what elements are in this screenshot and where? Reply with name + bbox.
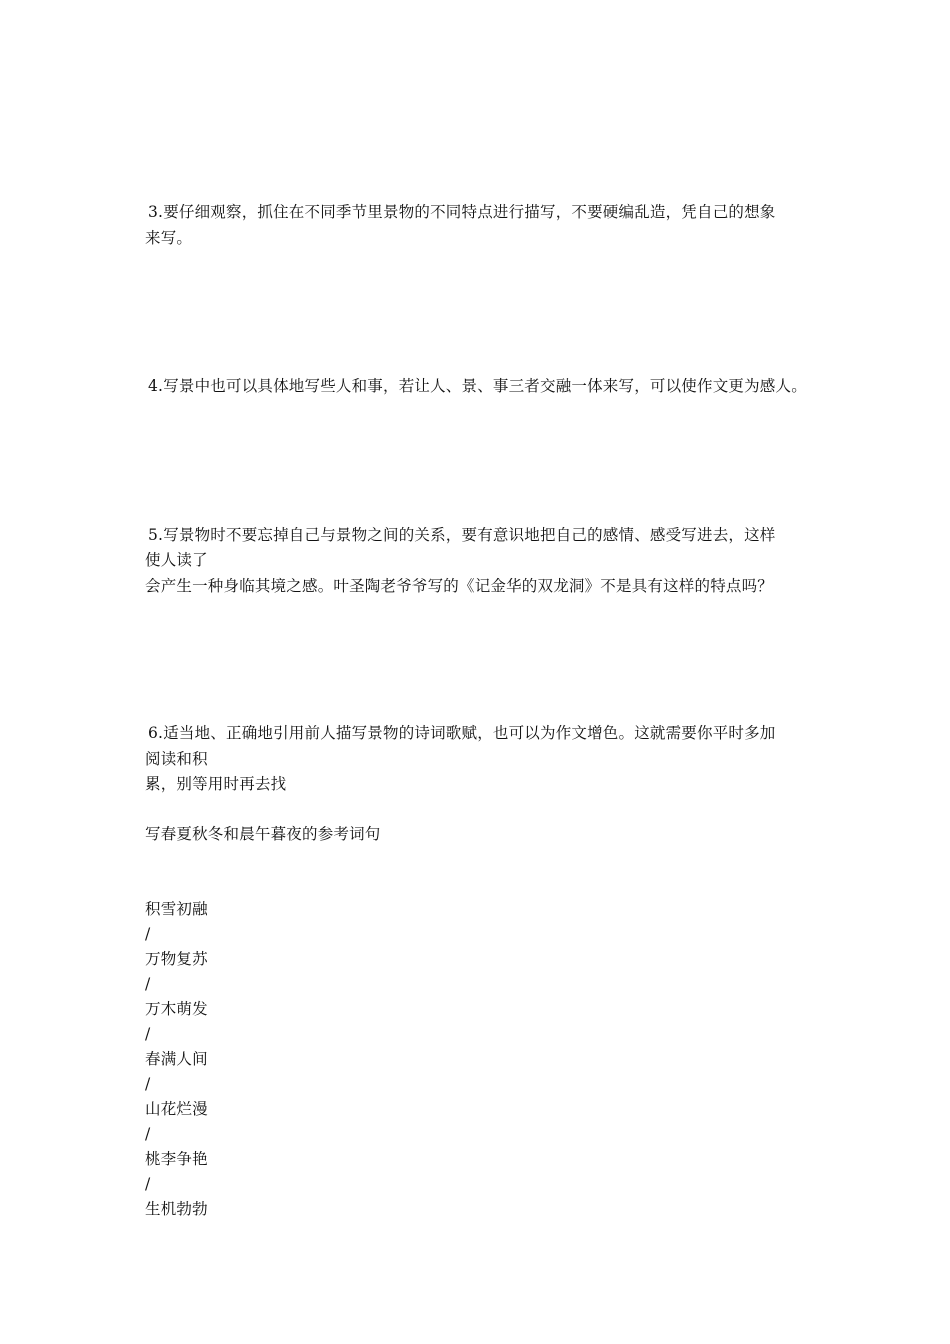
phrase-item: 生机勃勃 xyxy=(145,1200,208,1218)
phrase-item: 万木萌发 xyxy=(145,1000,208,1018)
paragraph-6-line-3: 累，别等用时再去找 xyxy=(145,775,287,793)
phrase-item: 万物复苏 xyxy=(145,950,208,968)
section-heading: 写春夏秋冬和晨午暮夜的参考词句 xyxy=(145,825,381,843)
phrase-item: 山花烂漫 xyxy=(145,1100,208,1118)
phrase-separator: / xyxy=(145,1175,151,1193)
phrase-item: 春满人间 xyxy=(145,1050,208,1068)
paragraph-6-line-2: 阅读和积 xyxy=(145,750,208,768)
phrase-item: 积雪初融 xyxy=(145,900,208,918)
phrase-separator: / xyxy=(145,1025,151,1043)
phrase-separator: / xyxy=(145,975,151,993)
paragraph-3-line-2: 来写。 xyxy=(145,229,193,247)
paragraph-5-line-2: 使人读了 xyxy=(145,551,208,569)
phrase-separator: / xyxy=(145,1075,151,1093)
paragraph-5-line-1: 5.写景物时不要忘掉自己与景物之间的关系，要有意识地把自己的感情、感受写进去，这样 xyxy=(148,526,776,544)
phrase-item: 桃李争艳 xyxy=(145,1150,208,1168)
paragraph-6-line-1: 6.适当地、正确地引用前人描写景物的诗词歌赋，也可以为作文增色。这就需要你平时多加 xyxy=(148,724,776,742)
paragraph-5-line-3: 会产生一种身临其境之感。叶圣陶老爷爷写的《记金华的双龙洞》不是具有这样的特点吗？ xyxy=(145,577,774,595)
paragraph-4-line-1: 4.写景中也可以具体地写些人和事，若让人、景、事三者交融一体来写，可以使作文更为感人。 xyxy=(148,377,807,395)
phrase-separator: / xyxy=(145,925,151,943)
phrase-separator: / xyxy=(145,1125,151,1143)
paragraph-3-line-1: 3.要仔细观察，抓住在不同季节里景物的不同特点进行描写，不要硬编乱造，凭自己的想象 xyxy=(148,203,776,221)
